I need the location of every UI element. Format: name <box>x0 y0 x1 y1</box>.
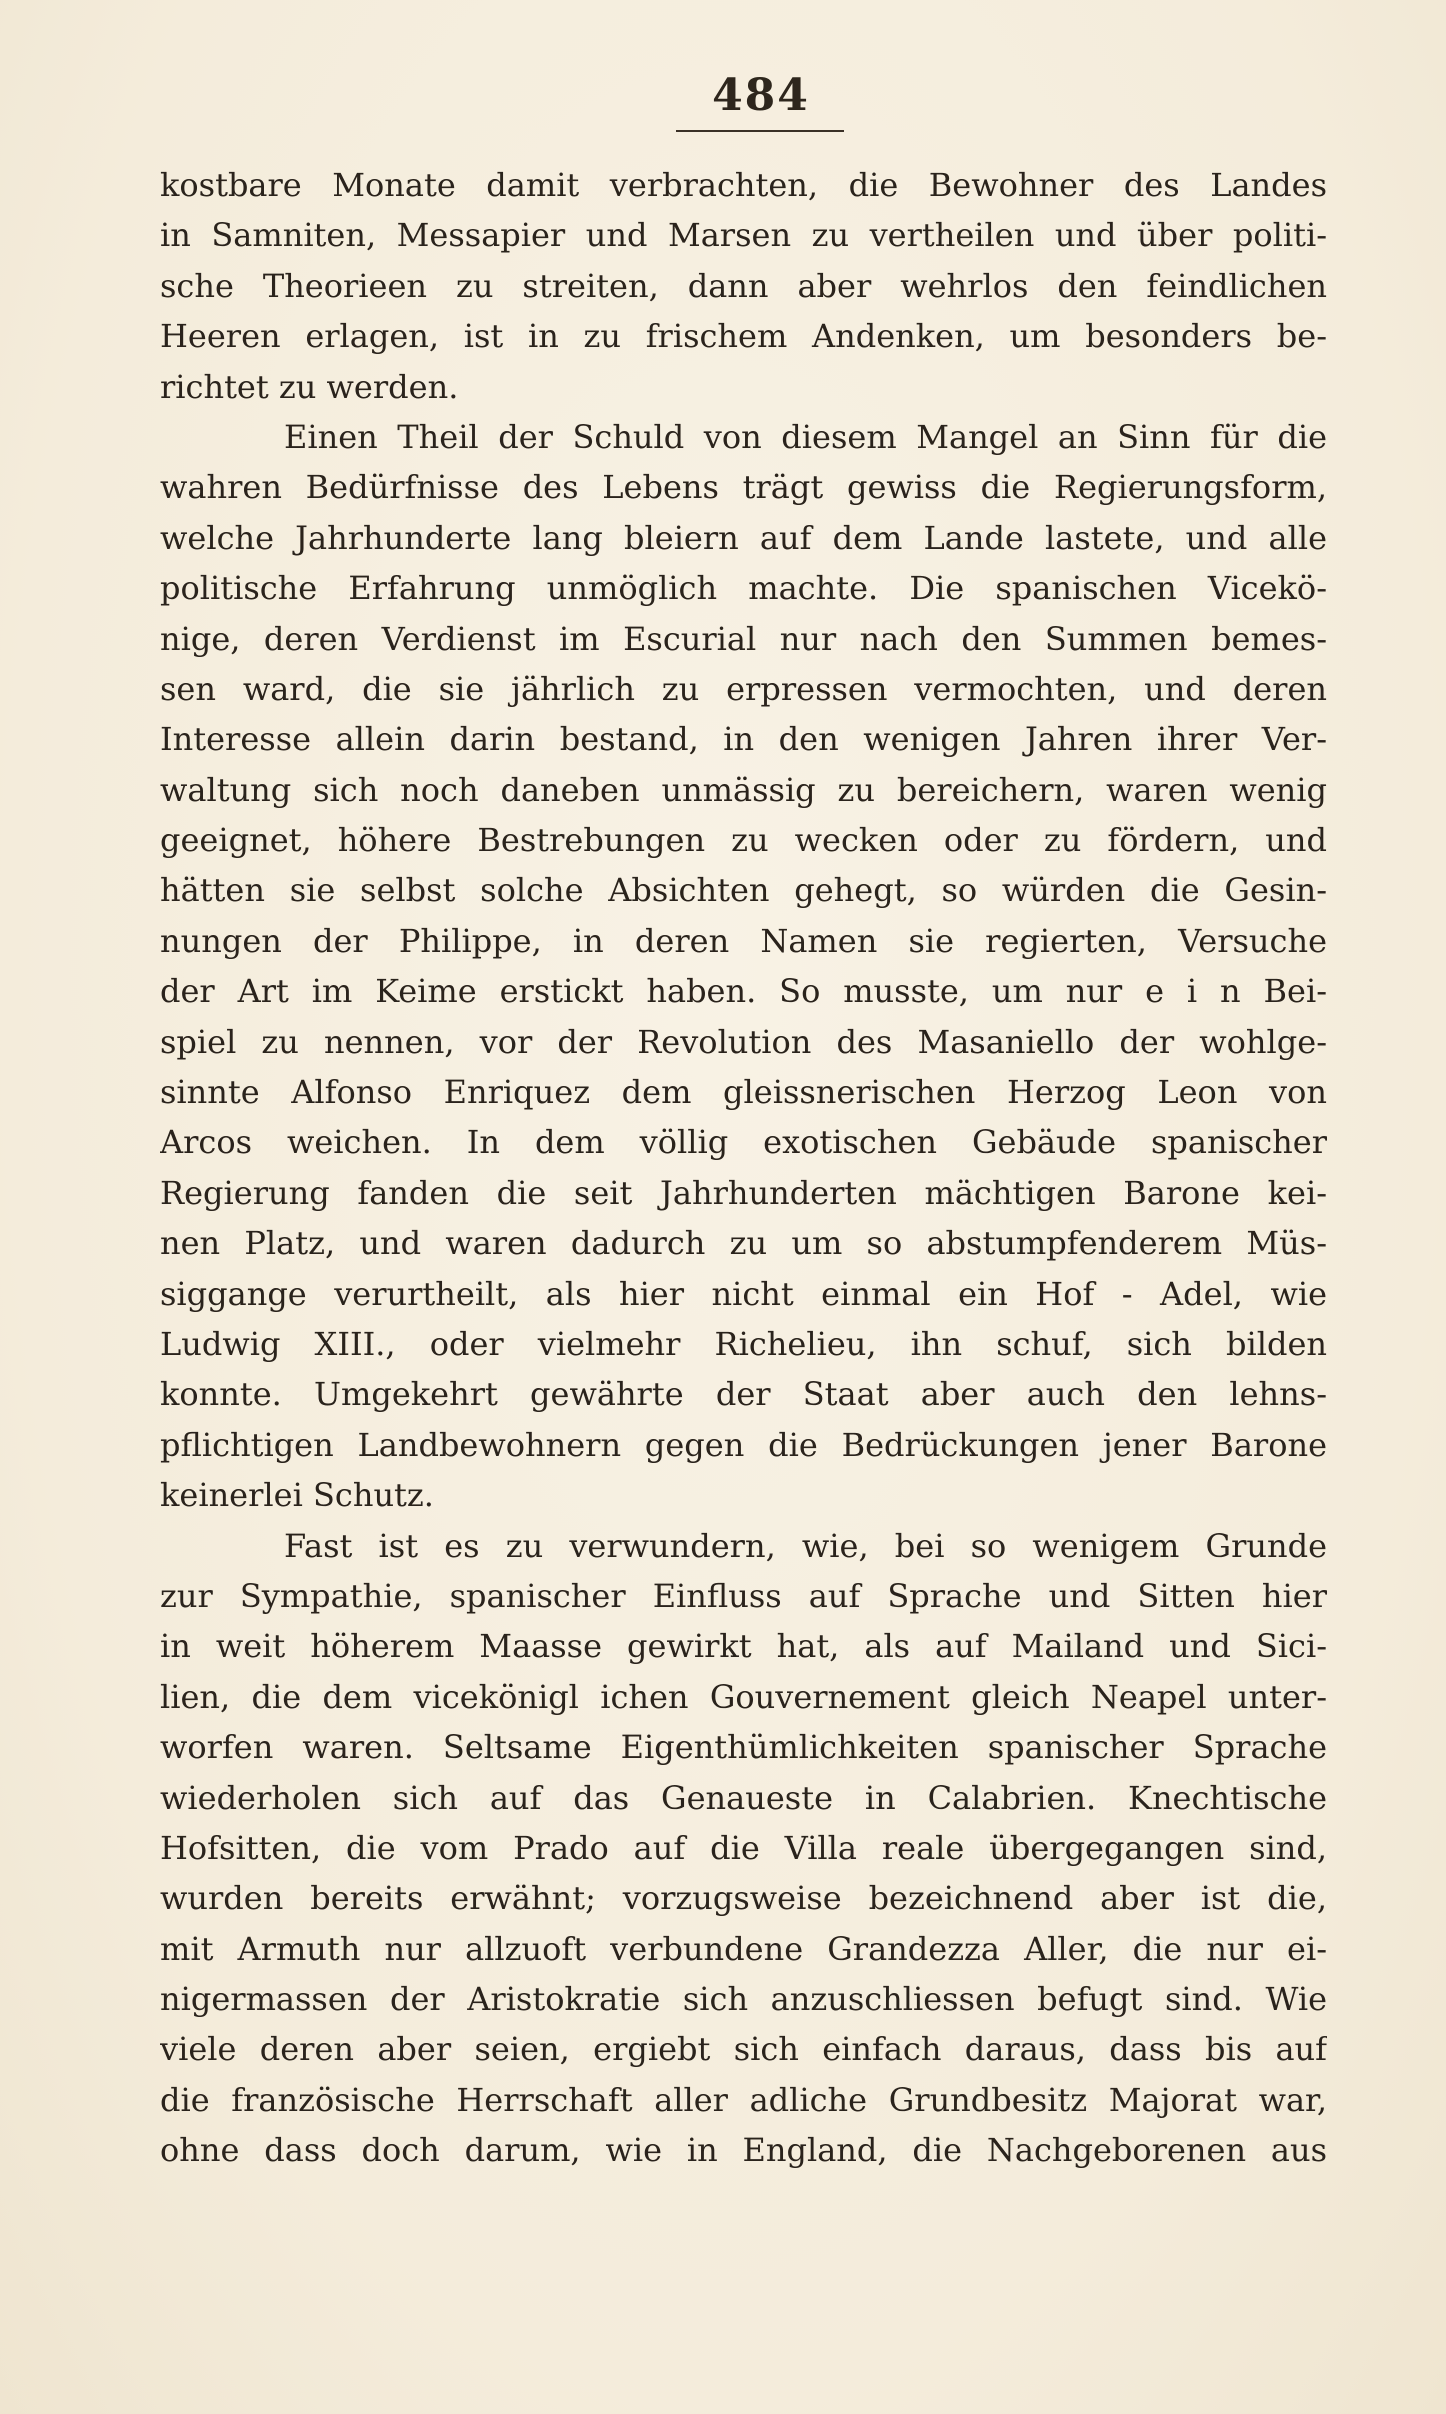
text-line: mit Armuth nur allzuoft verbundene Grandezza Aller, die nur ei- <box>160 1929 1327 1968</box>
text-line: Regierung fanden die seit Jahrhunderten mächtigen Barone kei- <box>160 1173 1327 1212</box>
text-line: richtet zu werden. <box>160 367 459 406</box>
text-line: Fast ist es zu verwundern, wie, bei so wenigem Grunde <box>284 1526 1327 1565</box>
text-line: wurden bereits erwähnt; vorzugsweise bezeichnend aber ist die, <box>160 1879 1327 1918</box>
page-number: 484 <box>712 70 810 121</box>
text-line: spiel zu nennen, vor der Revolution des Masaniello der wohlge- <box>160 1022 1327 1061</box>
text-line: viele deren aber seien, ergiebt sich einfach daraus, dass bis auf <box>160 2030 1327 2069</box>
text-line: nige, deren Verdienst im Escurial nur nach den Summen bemes- <box>160 619 1327 658</box>
text-line: waltung sich noch daneben unmässig zu bereichern, waren wenig <box>160 770 1327 809</box>
text-line: nigermassen der Aristokratie sich anzuschliessen befugt sind. Wie <box>160 1980 1327 2019</box>
text-line: welche Jahrhunderte lang bleiern auf dem Lande lastete, und alle <box>160 518 1327 557</box>
header-rule <box>676 130 844 132</box>
text-line: geeignet, höhere Bestrebungen zu wecken oder zu fördern, und <box>160 821 1327 860</box>
text-line: der Art im Keime erstickt haben. So musste, um nur e i n Bei- <box>160 972 1327 1011</box>
text-line: keinerlei Schutz. <box>160 1476 434 1515</box>
text-line: zur Sympathie, spanischer Einfluss auf Sprache und Sitten hier <box>160 1576 1327 1615</box>
text-line: Ludwig XIII., oder vielmehr Richelieu, ihn schuf, sich bilden <box>160 1324 1327 1363</box>
text-line: konnte. Umgekehrt gewährte der Staat aber auch den lehns- <box>160 1375 1327 1414</box>
body-text <box>160 160 1327 2176</box>
text-line: wiederholen sich auf das Genaueste in Calabrien. Knechtische <box>160 1778 1327 1817</box>
text-line: hätten sie selbst solche Absichten gehegt, so würden die Gesin- <box>160 871 1327 910</box>
text-line: sche Theorieen zu streiten, dann aber wehrlos den feindlichen <box>160 266 1327 305</box>
text-line: lien, die dem vicekönigl ichen Gouvernement gleich Neapel unter- <box>160 1677 1327 1716</box>
text-line: worfen waren. Seltsame Eigenthümlichkeiten spanischer Sprache <box>160 1728 1327 1767</box>
text-line: siggange verurtheilt, als hier nicht einmal ein Hof - Adel, wie <box>160 1274 1327 1313</box>
text-line: Interesse allein darin bestand, in den wenigen Jahren ihrer Ver- <box>160 720 1327 759</box>
text-line: Heeren erlagen, ist in zu frischem Andenken, um besonders be- <box>160 317 1327 356</box>
text-line: politische Erfahrung unmöglich machte. Die spanischen Vicekö- <box>160 569 1327 608</box>
text-line: kostbare Monate damit verbrachten, die Bewohner des Landes <box>160 166 1327 204</box>
text-line: wahren Bedürfnisse des Lebens trägt gewiss die Regierungsform, <box>160 468 1327 507</box>
text-line: pflichtigen Landbewohnern gegen die Bedrückungen jener Barone <box>160 1425 1327 1464</box>
text-line: nen Platz, und waren dadurch zu um so abstumpfenderem Müs- <box>160 1224 1327 1263</box>
text-line: die französische Herrschaft aller adliche Grundbesitz Majorat war, <box>160 2080 1327 2119</box>
text-line: in Samniten, Messapier und Marsen zu vertheilen und über politi- <box>160 216 1327 255</box>
text-line: nungen der Philippe, in deren Namen sie regierten, Versuche <box>160 921 1327 960</box>
text-line: Hofsitten, die vom Prado auf die Villa reale übergegangen sind, <box>160 1828 1327 1867</box>
text-line: sinnte Alfonso Enriquez dem gleissnerischen Herzog Leon von <box>160 1073 1327 1112</box>
text-line: Einen Theil der Schuld von diesem Mangel an Sinn für die <box>284 417 1327 456</box>
text-line: ohne dass doch darum, wie in England, die Nachgeborenen aus <box>160 2131 1327 2170</box>
text-line: Arcos weichen. In dem völlig exotischen Gebäude spanischer <box>160 1123 1327 1162</box>
text-line: sen ward, die sie jährlich zu erpressen vermochten, und deren <box>160 669 1327 708</box>
text-line: in weit höherem Maasse gewirkt hat, als auf Mailand und Sici- <box>160 1627 1327 1666</box>
